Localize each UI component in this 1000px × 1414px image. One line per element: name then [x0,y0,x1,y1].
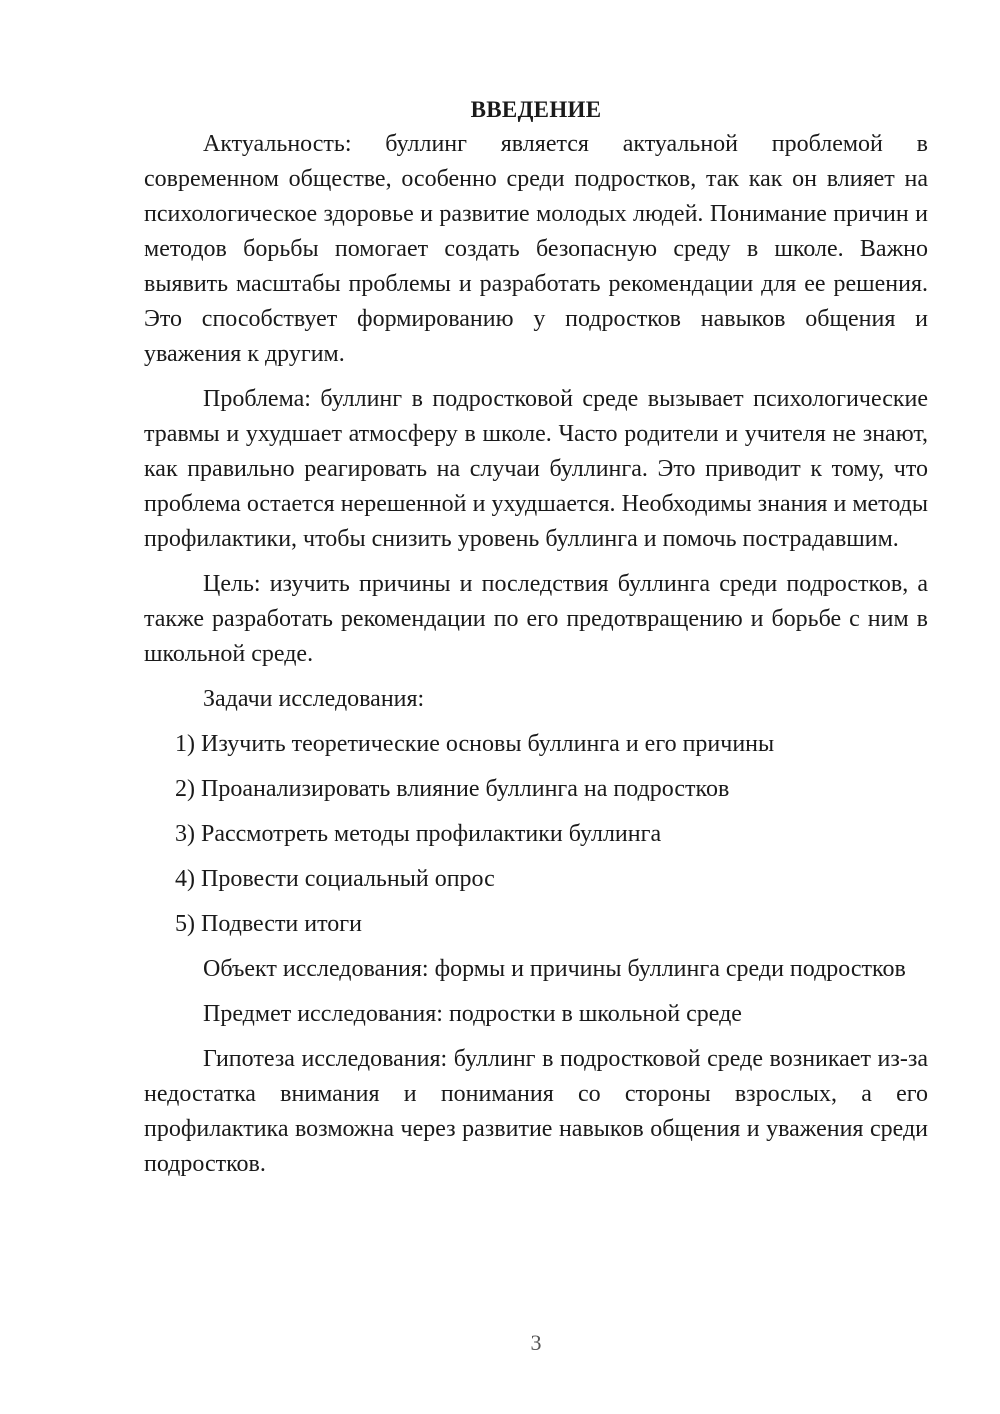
page-title: ВВЕДЕНИЕ [470,97,602,122]
task-item: 5) Подвести итоги [175,911,362,937]
problem-paragraph: Проблема: буллинг в подростковой среде вызывает психологические травмы и ухудшает атмосферу в школе. Часто родители и учителя не знают, как правильно реагировать на случаи буллинга. Это приводит к тому, что проблема остается нерешенной и ухудшается. Необходимы знания и методы профилактики, чтобы снизить уровень буллинга и помочь пострадавшим. [144,386,928,552]
task-item: 3) Рассмотреть методы профилактики буллинга [175,821,662,847]
object-paragraph: Объект исследования: формы и причины буллинга среди подростков [203,956,906,982]
relevance-paragraph: Актуальность: буллинг является актуальной проблемой в современном обществе, особенно среди подростков, так как он влияет на психологическое здоровье и развитие молодых людей. Понимание причин и методов борьбы помогает создать безопасную среду в школе. Важно выявить масштабы проблемы и разработать рекомендации для ее решения. Это способствует формированию у подростков навыков общения и уважения к другим. [144,131,928,367]
task-item: 2) Проанализировать влияние буллинга на подростков [175,776,730,802]
task-item: 4) Провести социальный опрос [175,866,495,892]
tasks-heading: Задачи исследования: [203,686,425,712]
goal-paragraph: Цель: изучить причины и последствия буллинга среди подростков, а также разработать рекомендации по его предотвращению и борьбе с ним в школьной среде. [144,571,928,667]
subject-paragraph: Предмет исследования: подростки в школьной среде [203,1001,742,1027]
task-item: 1) Изучить теоретические основы буллинга и его причины [175,731,775,757]
page-content [144,92,928,1192]
page-number: 3 [530,1330,542,1355]
tasks-list [144,727,928,942]
hypothesis-paragraph: Гипотеза исследования: буллинг в подростковой среде возникает из-за недостатка внимания и понимания со стороны взрослых, а его профилактика возможна через развитие навыков общения и уважения среди подростков. [144,1046,928,1177]
